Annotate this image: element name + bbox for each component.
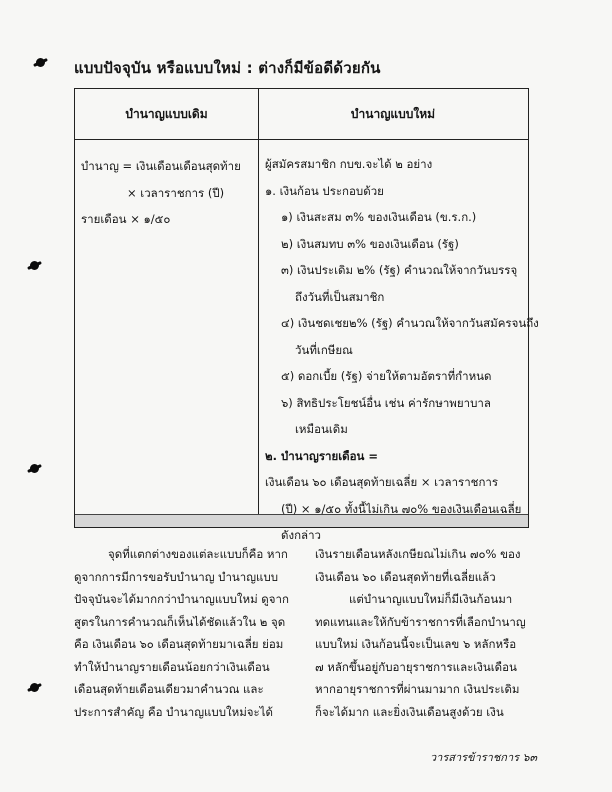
body-line: จุดที่แตกต่างของแต่ละแบบก็คือ หาก	[108, 547, 288, 561]
header-old-pension: บำนาญแบบเดิม	[125, 107, 208, 121]
body-line: ดูจากการมีการขอรับบำนาญ บำนาญแบบ	[74, 569, 279, 584]
body-column-left	[74, 543, 294, 723]
new-line: ๔) เงินชดเชย๒% (รัฐ) คำนวณให้จากวันสมัครจนถึง	[281, 316, 539, 330]
new-line: เหมือนเดิม	[295, 422, 348, 436]
new-line: ๑. เงินก้อน ประกอบด้วย	[265, 183, 384, 198]
new-line: ๖) สิทธิประโยชน์อื่น เช่น ค่ารักษาพยาบาล	[281, 395, 491, 410]
new-line: ๒. บำนาญรายเดือน =	[265, 448, 379, 463]
new-line: (ปี) × ๑/๕๐ ทั้งนี้ไม่เกิน ๗๐% ของเงินเดือนเฉลี่ย	[281, 501, 522, 516]
new-line: ผู้สมัครสมาชิก กบข.จะได้ ๒ อย่าง	[265, 157, 433, 171]
body-line: เงินรายเดือนหลังเกษียณไม่เกิน ๗๐% ของ	[315, 547, 521, 561]
body-line: ๗ หลักขึ้นอยู่กับอายุราชการและเงินเดือน	[315, 659, 517, 674]
old-line: บำนาญ = เงินเดือนเดือนสุดท้าย	[81, 159, 241, 173]
body-line: หากอายุราชการที่ผ่านมามาก เงินประเดิม	[315, 682, 520, 696]
bullet-mark	[36, 58, 45, 67]
body-line: ทดแทนและให้กับข้าราชการที่เลือกบำนาญ	[315, 614, 526, 629]
new-line: ดังกล่าว	[281, 528, 322, 542]
new-line: ๑) เงินสะสม ๓% ของเงินเดือน (ข.ร.ก.)	[281, 210, 477, 224]
header-new-pension: บำนาญแบบใหม่	[350, 107, 436, 121]
bullet-mark	[30, 683, 39, 692]
body-line: ปัจจุบันจะได้มากกว่าบำนาญแบบใหม่ ดูจาก	[74, 592, 289, 606]
new-line: วันที่เกษียณ	[295, 342, 353, 357]
page-footer: วารสารข้าราชการ ๖๓	[430, 751, 538, 764]
old-line: × เวลาราชการ (ปี)	[127, 185, 225, 200]
table-column-divider	[258, 89, 259, 515]
body-line: คือ เงินเดือน ๖๐ เดือนสุดท้ายมาเฉลี่ย ย่อม	[74, 637, 284, 651]
body-line: เดือนสุดท้ายเดือนเดียวมาคำนวณ และ	[74, 682, 264, 696]
old-pension-cell	[81, 153, 256, 233]
new-pension-cell	[265, 151, 539, 549]
new-line: ๕) ดอกเบี้ย (รัฐ) จ่ายให้ตามอัตราที่กำหนด	[281, 369, 492, 383]
body-line: แบบใหม่ เงินก้อนนี้จะเป็นเลข ๖ หลักหรือ	[315, 637, 517, 651]
body-line: ประการสำคัญ คือ บำนาญแบบใหม่จะได้	[74, 704, 273, 719]
new-line: ๓) เงินประเดิม ๒% (รัฐ) คำนวณให้จากวันบรรจุ	[281, 263, 518, 277]
section-heading: แบบปัจจุบัน หรือแบบใหม่ : ต่างก็มีข้อดีด้วยกัน	[74, 59, 381, 77]
table-header-divider	[75, 139, 528, 140]
body-column-right	[315, 543, 540, 723]
old-line: รายเดือน × ๑/๕๐	[81, 212, 171, 226]
bullet-mark	[30, 261, 39, 270]
comparison-table	[74, 88, 539, 542]
body-line: ก็จะได้มาก และยิ่งเงินเดือนสูงด้วย เงิน	[315, 704, 504, 719]
body-line: สูตรในการคำนวณก็เห็นได้ชัดแล้วใน ๒ จุด	[74, 614, 286, 629]
bullet-mark	[30, 464, 39, 473]
new-line: ถึงวันที่เป็นสมาชิก	[295, 289, 385, 304]
body-line: ทำให้บำนาญรายเดือนน้อยกว่าเงินเดือน	[74, 659, 270, 674]
new-line: เงินเดือน ๖๐ เดือนสุดท้ายเฉลี่ย × เวลาราชการ	[265, 475, 499, 489]
body-line: แต่บำนาญแบบใหม่ก็มีเงินก้อนมา	[349, 592, 513, 606]
body-line: เงินเดือน ๖๐ เดือนสุดท้ายที่เฉลี่ยแล้ว	[315, 569, 496, 584]
new-line: ๒) เงินสมทบ ๓% ของเงินเดือน (รัฐ)	[281, 236, 459, 251]
